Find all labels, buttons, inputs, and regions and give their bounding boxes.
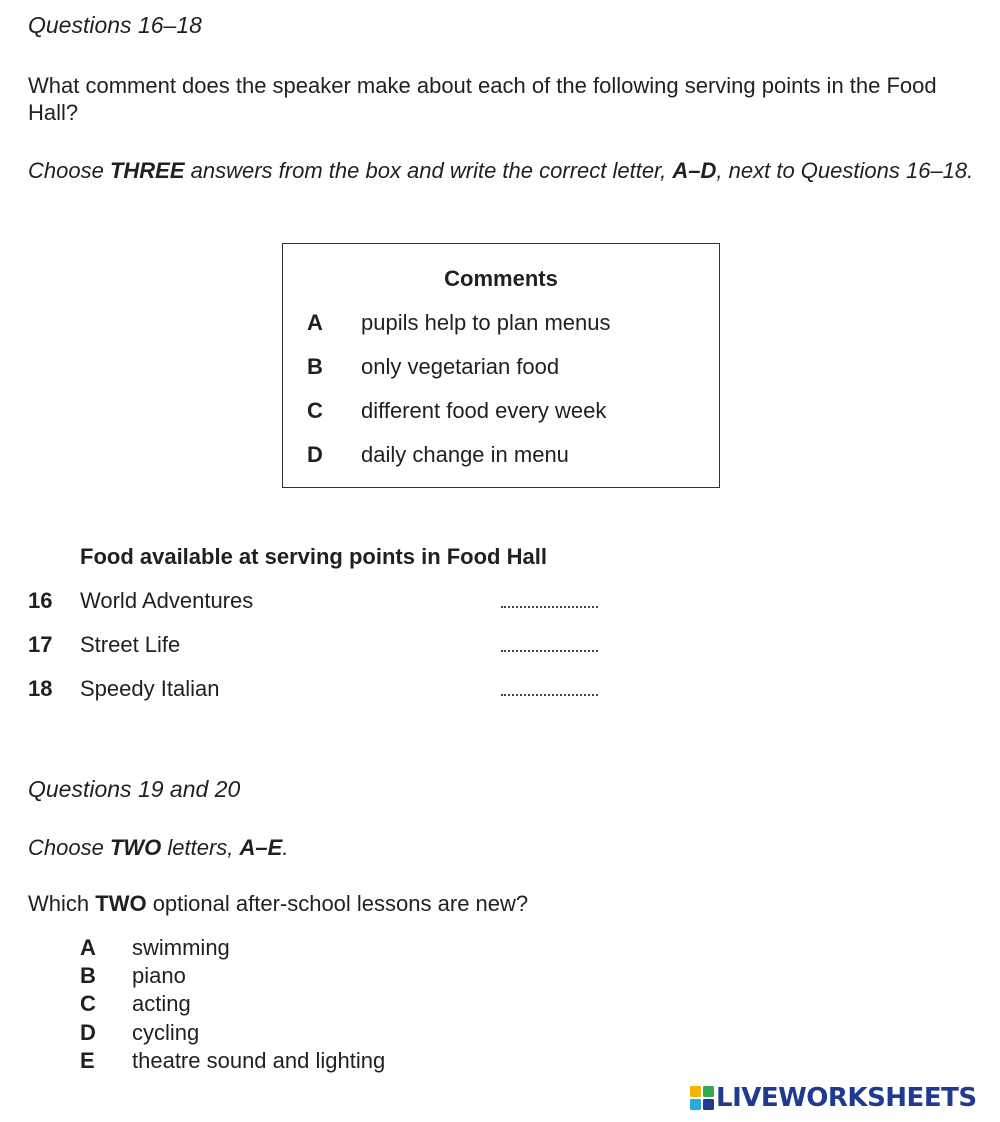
serving-point-name: World Adventures	[80, 588, 254, 613]
liveworksheets-logo	[690, 1080, 990, 1116]
food-item-17	[28, 630, 608, 660]
food-table-heading: Food available at serving points in Food Hall	[80, 544, 547, 569]
option-letter: B	[80, 963, 96, 988]
instruction-emphasis: THREE	[109, 158, 185, 183]
comment-text: only vegetarian food	[361, 354, 560, 379]
instruction-text: letters,	[161, 835, 240, 860]
comments-box	[282, 243, 720, 488]
questions-16-18-prompt: What comment does the speaker make about each of the following serving points in the Food Hall?	[28, 73, 937, 125]
answer-blank-18[interactable]	[501, 694, 598, 696]
option-text: acting	[132, 991, 191, 1016]
comment-letter: B	[307, 354, 323, 379]
option-letter: E	[80, 1048, 95, 1073]
food-item-16	[28, 586, 608, 616]
comment-text: pupils help to plan menus	[361, 310, 611, 335]
instruction-text: Choose	[28, 158, 110, 183]
question-text: Which	[28, 891, 96, 916]
instruction-text: Choose	[28, 835, 110, 860]
option-text: cycling	[132, 1020, 200, 1045]
serving-point-name: Speedy Italian	[80, 676, 220, 701]
food-item-18	[28, 674, 608, 704]
liveworksheets-logo-icon	[690, 1086, 714, 1110]
instruction-text: answers from the box and write the correct letter,	[184, 158, 673, 183]
question-number: 17	[28, 632, 53, 657]
comment-text: different food every week	[361, 398, 607, 423]
comments-title: Comments	[444, 266, 558, 291]
question-number: 16	[28, 588, 53, 613]
option-text: swimming	[132, 935, 230, 960]
option-letter: C	[80, 991, 96, 1016]
comment-letter: D	[307, 442, 323, 467]
option-letter: A	[80, 935, 96, 960]
question-emphasis: TWO	[95, 891, 147, 916]
serving-point-name: Street Life	[80, 632, 181, 657]
question-text: optional after-school lessons are new?	[146, 891, 529, 916]
comment-option-c	[283, 396, 719, 426]
instruction-emphasis: A–E	[239, 835, 283, 860]
questions-19-20-question	[28, 890, 528, 917]
questions-16-18-heading: Questions 16–18	[28, 12, 202, 38]
comment-option-d	[283, 440, 719, 470]
option-text: piano	[132, 963, 186, 988]
liveworksheets-logo-text: LIVEWORKSHEETS	[716, 1083, 977, 1113]
question-number: 18	[28, 676, 53, 701]
comment-letter: C	[307, 398, 323, 423]
instruction-emphasis: A–D	[672, 158, 717, 183]
questions-16-18-instruction	[28, 157, 978, 184]
answer-blank-17[interactable]	[501, 650, 598, 652]
instruction-text: .	[282, 835, 289, 860]
questions-19-20-heading: Questions 19 and 20	[28, 776, 241, 802]
option-text: theatre sound and lighting	[132, 1048, 386, 1073]
comment-option-a	[283, 308, 719, 338]
answer-blank-16[interactable]	[501, 606, 598, 608]
questions-19-20-instruction	[28, 834, 288, 861]
instruction-text: , next to Questions 16–18.	[716, 158, 974, 183]
instruction-emphasis: TWO	[109, 835, 162, 860]
comment-option-b	[283, 352, 719, 382]
comment-text: daily change in menu	[361, 442, 569, 467]
comment-letter: A	[307, 310, 323, 335]
option-letter: D	[80, 1020, 96, 1045]
